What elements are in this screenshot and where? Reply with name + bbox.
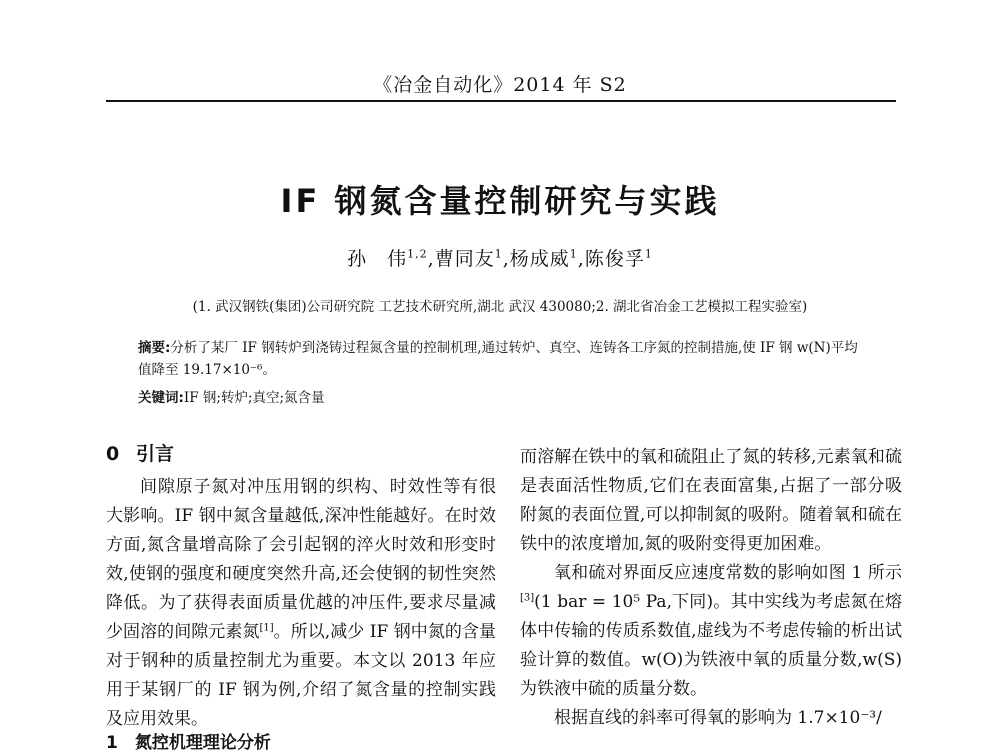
author-affil-mark: 1: [569, 247, 578, 261]
body-paragraph: 根据直线的斜率可得氧的影响为 1.7×10⁻³/: [554, 708, 882, 728]
left-column: [106, 440, 496, 734]
keywords-text: IF 钢;转炉;真空;氮含量: [183, 390, 325, 406]
abstract-label: 摘要:: [138, 340, 171, 356]
keywords-label: 关键词:: [138, 390, 184, 406]
affiliation: (1. 武汉钢铁(集团)公司研究院 工艺技术研究所,湖北 武汉 430080;2. 湖北省冶金工艺模拟工程实验室): [192, 299, 808, 315]
abstract: [138, 337, 868, 381]
right-column: [520, 443, 902, 733]
paragraph-text: 。所以,减少 IF 钢中氮的含量对于钢种的质量控制尤为重要。本文以 2013 年应用于某钢厂的 IF 钢为例,介绍了氮含量的控制实践及应用效果。: [106, 622, 496, 729]
body-paragraph: [106, 473, 496, 734]
author-affil-mark: 1,2: [407, 247, 428, 261]
paragraph-text: 氧和硫对界面反应速度常数的影响如图 1 所示: [554, 563, 902, 583]
paragraph-text: (1 bar = 10⁵ Pa,下同)。其中实线为考虑氮在熔体中传输的传质系数值,虚线为不考虑传输的析出试验计算的数值。w(O)为铁液中氧的质量分数,w(S)为铁液中硫的质量分数。: [520, 592, 902, 699]
body-paragraph: 而溶解在铁中的氧和硫阻止了氮的转移,元素氧和硫是表面活性物质,它们在表面富集,占据了一部分吸附氮的表面位置,可以抑制氮的吸附。随着氧和硫在铁中的浓度增加,氮的吸附变得更加困难。: [520, 447, 902, 554]
author-affil-mark: 1: [644, 247, 653, 261]
citation-ref: [1]: [259, 622, 274, 634]
abstract-text: 分析了某厂 IF 钢转炉到浇铸过程氮含量的控制机理,通过转炉、真空、连铸各工序氮的控制措施,使 IF 钢 w(N)平均值降至 19.17×10⁻⁶。: [138, 340, 858, 378]
citation-ref: [3]: [520, 592, 535, 604]
author-name: 杨成威: [509, 248, 570, 270]
next-section-heading: 1 氮控机理理论分析: [106, 733, 271, 753]
section-heading: [106, 440, 496, 469]
author-name: 曹同友: [434, 248, 495, 270]
body-paragraph: [520, 559, 902, 704]
author-affil-mark: 1: [494, 247, 503, 261]
journal-header: 《冶金自动化》2014 年 S2: [373, 74, 627, 96]
author-name: 孙 伟: [347, 248, 408, 270]
author-name: 陈俊孚: [584, 248, 645, 270]
section-title: 引言: [136, 443, 175, 465]
section-number: 0: [106, 443, 120, 465]
paragraph-text: 间隙原子氮对冲压用钢的织构、时效性等有很大影响。IF 钢中氮含量越低,深冲性能越好。在时效方面,氮含量增高除了会引起钢的淬火时效和形变时效,使钢的强度和硬度突然升高,还会使钢的韧性突然降低。为了获得表面质量优越的冲压件,要求尽量减少固溶的间隙元素氮: [106, 477, 496, 642]
keywords: [138, 386, 868, 406]
header-rule: [106, 100, 896, 102]
article-title: IF 钢氮含量控制研究与实践: [280, 182, 720, 220]
author-list: 孙 伟$^{1,2}$,曹同友$^1$,杨成威$^1$,陈俊孚$^1$: [347, 247, 653, 270]
